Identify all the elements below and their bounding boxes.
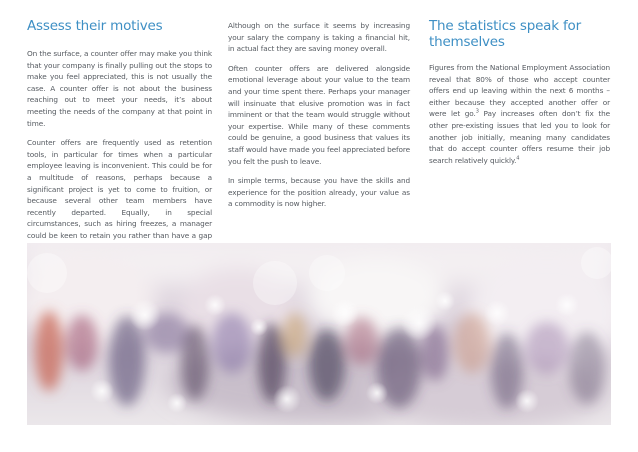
- paragraph: On the surface, a counter offer may make you think that your company is finally pulling out the stops to make you feel appreciated, this is not usually the case. A counter offer is not about the business reaching out to meet your needs, it’s about meeting the needs of the company at that point in time.: [27, 49, 212, 128]
- paragraph: Often counter offers are delivered alongside emotional leverage about your value to the team and your time spent there. Perhaps your manager will insinuate that elusive promotion was in fact imminent or that the team would struggle without your expertise. While many of these comments could be genuine, a good business that values its staff would have made you feel appreciated before you felt the push to leave.: [228, 63, 410, 166]
- paragraph: Counter offers are frequently used as retention tools, in particular for times when a particular employee leaving is inconvenient. This could be for a multitude of reasons, perhaps because a significant project is yet to come to fruition, or because several other team members have recently departed. Equally, in special circumstances, such as hiring freezes, a manager could be keen to retain you rather than have a gap: [27, 138, 212, 240]
- paragraph: [429, 62, 610, 166]
- section-heading-assess-motives: Assess their motives: [27, 18, 163, 34]
- column-middle: [228, 20, 410, 218]
- column-assess-motives: [27, 18, 212, 261]
- column-statistics: [429, 18, 610, 174]
- paragraph-text: Figures from the National Employment Association reveal that 80% of those who accept counter offers end up leaving within the next 6 months – either because they accepted another offer or were let go.: [429, 63, 610, 119]
- bokeh-image: [27, 243, 611, 425]
- footnote-ref: 4: [516, 155, 520, 162]
- footnote-ref: 3: [475, 108, 479, 115]
- bokeh-photo: [27, 243, 611, 425]
- paragraph: Although on the surface it seems by increasing your salary the company is taking a financial hit, in actual fact they are saving money overall.: [228, 21, 410, 54]
- paragraph: In simple terms, because you have the skills and experience for the position already, your value as a commodity is now higher.: [228, 176, 410, 209]
- section-heading-statistics: The statistics speak for themselves: [429, 18, 581, 50]
- paragraph-text: Pay increases often don’t fix the other pre-existing issues that led you to look for another job initially, meaning many candidates that do accept counter offers resume their job search relatively quickly.: [429, 109, 611, 165]
